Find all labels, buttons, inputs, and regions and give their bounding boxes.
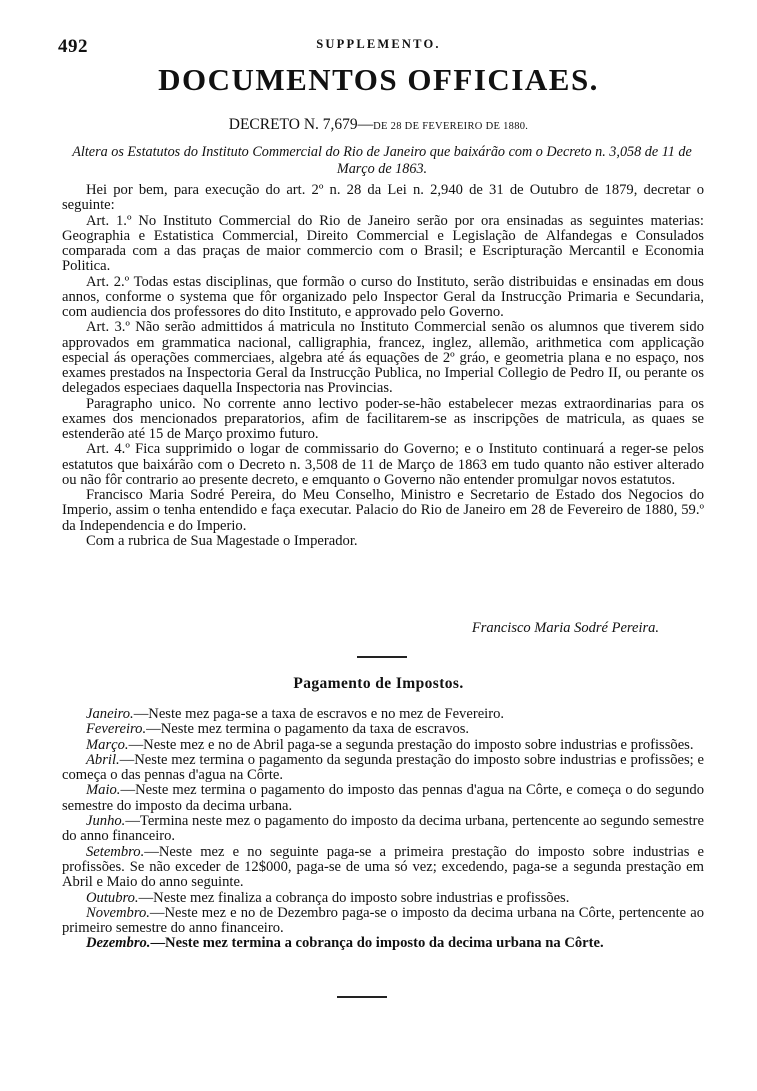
tax-month: Dezembro. <box>86 935 151 952</box>
section-divider <box>337 996 387 998</box>
decree-paragraph: Art. 4.º Fica supprimido o logar de commissario do Governo; e o Instituto continuará a reger-se pelos estatutos que baixárão com o Decreto n. 3,508 de 11 de Março de 1863 em tudo quanto não estiver alterado ou não fôr contrario ao presente decreto, e emquanto o Governo não entender promulgar novos estatutos. <box>62 441 704 488</box>
tax-month: Fevereiro. <box>86 721 147 738</box>
decree-subtitle: Altera os Estatutos do Instituto Commercial do Rio de Janeiro que baixárão com o Decreto n. 3,058 de 11 de Março de 1863. <box>72 144 692 177</box>
decree-paragraph: Com a rubrica de Sua Magestade o Imperador. <box>86 532 358 549</box>
tax-entry <box>62 845 704 891</box>
tax-month: Setembro. <box>86 843 145 860</box>
page-title: DOCUMENTOS OFFICIAES. <box>158 62 599 97</box>
running-head: SUPPLEMENTO. <box>316 37 441 51</box>
tax-text: —Neste mez paga-se a taxa de escravos e no mez de Fevereiro. <box>133 706 505 722</box>
tax-month: Janeiro. <box>86 706 134 722</box>
decree-heading-date: DE 28 DE FEVEREIRO DE 1880. <box>373 121 529 132</box>
tax-text: —Neste mez e no seguinte paga-se a primeira prestação do imposto sobre industrias e profissões. Se não exceder de 12$000, paga-se de uma só vez; excedendo, paga-se a segunda prestação em Abril e Maio do anno seguinte. <box>62 843 704 891</box>
tax-entry <box>62 722 704 737</box>
tax-text: —Neste mez finaliza a cobrança do imposto sobre industrias e profissões. <box>138 889 570 906</box>
tax-month: Abril. <box>86 751 120 768</box>
tax-text: —Neste mez e no de Abril paga-se a segunda prestação do imposto sobre industrias e profissões. <box>128 736 694 753</box>
decree-heading <box>0 116 757 134</box>
decree-heading-main: DECRETO N. 7,679— <box>228 116 374 133</box>
decree-paragraph: Hei por bem, para execução do art. 2º n. 28 da Lei n. 2,940 de 31 de Outubro de 1879, decretar o seguinte: <box>62 182 704 214</box>
tax-text: —Neste mez e no de Dezembro paga-se o imposto da decima urbana na Côrte, pertencente ao primeiro semestre do anno financeiro. <box>62 904 704 937</box>
decree-paragraph: Paragrapho unico. No corrente anno lectivo poder-se-hão estabelecer mezas extraordinarias para os exames dos mencionados preparatorios, afim de facilitarem-se as inscripções de matricula, as quaes se estenderão até 15 de Março proximo futuro. <box>62 395 704 442</box>
decree-paragraph: Francisco Maria Sodré Pereira, do Meu Conselho, Ministro e Secretario de Estado dos Negocios do Imperio, assim o tenha entendido e faça executar. Palacio do Rio de Janeiro em 28 de Fevereiro de 1880, 59.º da Independencia e do Imperio. <box>62 487 704 534</box>
tax-entry <box>62 814 704 845</box>
tax-entry <box>62 753 704 784</box>
tax-text: —Neste mez termina o pagamento do imposto das pennas d'agua na Côrte, e começa o do segundo semestre do imposto da decima urbana. <box>62 782 704 814</box>
tax-entry <box>62 936 704 951</box>
tax-month: Novembro. <box>86 904 150 921</box>
tax-month: Junho. <box>86 813 126 830</box>
tax-text: —Neste mez termina a cobrança do imposto da decima urbana na Côrte. <box>150 935 604 952</box>
decree-paragraph: Art. 2.º Todas estas disciplinas, que formão o curso do Instituto, serão distribuidas e ensinadas em dous annos, conforme o systema que fôr organizado pelo Inspector Geral da Instrucção Primaria e Secundaria, com audiencia dos professores do dito Instituto, e approvado pelo Governo. <box>62 273 704 320</box>
tax-text: —Neste mez termina o pagamento da segunda prestação do imposto sobre industrias e profissões; e começa o das pennas d'agua na Côrte. <box>62 751 704 784</box>
decree-body <box>62 183 704 549</box>
tax-entry <box>62 906 704 937</box>
tax-month: Maio. <box>86 782 121 799</box>
taxes-list <box>62 707 704 952</box>
tax-entry <box>62 891 704 906</box>
tax-month: Março. <box>86 736 129 753</box>
tax-month: Outubro. <box>86 889 139 906</box>
decree-paragraph: Art. 3.º Não serão admittidos á matricula no Instituto Commercial senão os alumnos que tiverem sido approvados em grammatica nacional, calligraphia, francez, inglez, allemão, arithmetica com applicação especial ás operações commerciaes, algebra até ás equações de 2º gráo, e geometria plana e no espaço, nos exames prestados na Inspectoria Geral da Instrucção Publica, no Imperial Collegio de Pedro II, ou perante os delegados especiaes daquella Inspectoria nas Provincias. <box>62 319 704 397</box>
section-divider <box>357 656 407 658</box>
tax-entry <box>62 707 704 722</box>
decree-signature: Francisco Maria Sodré Pereira. <box>471 620 659 636</box>
tax-text: —Termina neste mez o pagamento do imposto da decima urbana, pertencente ao segundo semestre do anno financeiro. <box>62 813 704 845</box>
tax-text: —Neste mez termina o pagamento da taxa de escravos. <box>146 721 470 738</box>
page-number: 492 <box>58 36 88 57</box>
decree-paragraph: Art. 1.º No Instituto Commercial do Rio de Janeiro serão por ora ensinadas as seguintes materias: Geographia e Estatistica Commercial, Direito Commercial e Legislação de Alfandegas e Consulados comparada com a das praças de maior commercio com o Brasil; e Escripturação Mercantil e Economia Politica. <box>62 212 704 275</box>
tax-entry <box>62 783 704 814</box>
taxes-title: Pagamento de Impostos. <box>293 675 464 692</box>
tax-entry <box>62 738 704 753</box>
